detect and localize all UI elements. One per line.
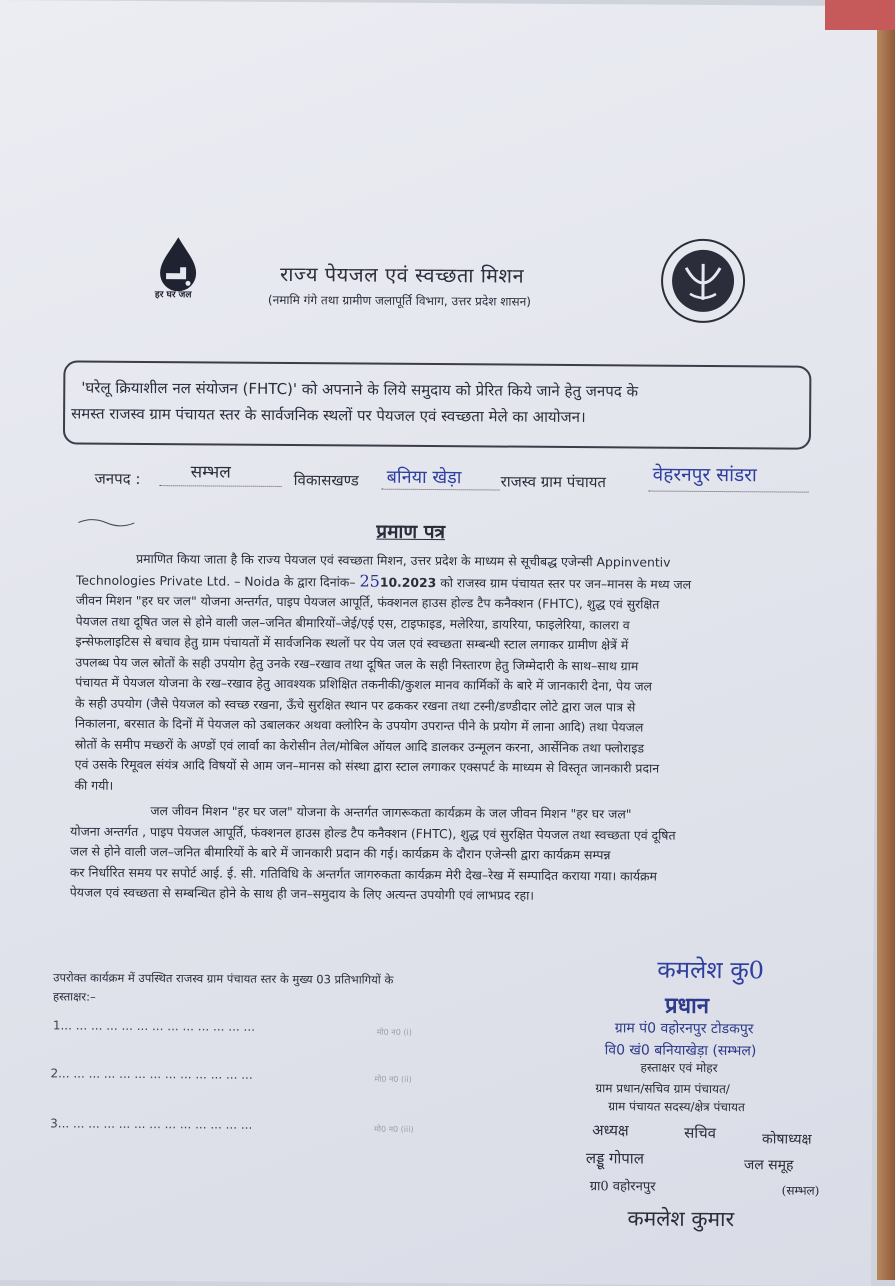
gram-panchayat-label: राजस्व ग्राम पंचायत [500,472,607,492]
pradhan-stamp-line-2: वि0 खं0 बनियाखेड़ा (सम्भल) [604,1042,757,1060]
janpad-dots [160,485,282,487]
certificate-heading: प्रमाण पत्र [376,520,446,544]
participant-mobile-1: मो0 न0 (i) [376,1027,412,1037]
para2-line-2: योजना अन्तर्गत , पाइप पेयजल आपूर्ति, फंक्शनल हाउस होल्ड टैप कनैक्शन (FHTC), शुद्ध एवं सुरक्षित पेयजल तथा स्वच्छता एवं दूषित [70,823,676,843]
notice-line-2: समस्त राजस्व ग्राम पंचायत स्तर के सार्वजनिक स्थलों पर पेयजल एवं स्वच्छता मेले का आयोजन। [71,404,586,427]
pradhan-handwritten-signature: कमलेश कु0 [657,955,765,985]
para2-line-3: जल से होने वाली जल–जनित बीमारियों के बारे में जानकारी प्रदान की गई। कार्यक्रम के दौरान एजेन्सी द्वारा कार्यक्रम सम्पन्न [70,843,611,863]
para1-line-1: प्रमाणित किया जाता है कि राज्य पेयजल एवं स्वच्छता मिशन, उत्तर प्रदेश के माध्यम से सूचीबद्ध एजेन्सी Appinventiv [136,550,671,570]
role-line-2: ग्राम पंचायत सदस्य/क्षेत्र पंचायत [608,1099,745,1115]
har-ghar-jal-logo [148,233,209,313]
para2-line-5: पेयजल एवं स्वच्छता से सम्बन्धित होने के साथ ही जन–समुदाय के लिए अत्यन्त उपयोगी एवं लाभप्रद रहा। [69,884,535,903]
para2-line-1: जल जीवन मिशन "हर घर जल" योजना के अन्तर्गत जागरूकता कार्यक्रम के जल जीवन मिशन "हर घर जल" [150,803,632,822]
bottom-signature: कमलेश कुमार [627,1206,735,1232]
para1-line-8: के सही उपयोग (जैसे पेयजल को स्वच्छ रखना, ऊँचे सुरक्षित स्थान पर ढककर रखना तथा टस्नी/डण्डीदार लोटे द्वारा जल पात्र से [75,695,636,714]
mission-title: राज्य पेयजल एवं स्वच्छता मिशन [280,261,525,288]
committee-district: (सम्भल) [781,1183,820,1198]
janpad-value: सम्भल [190,462,231,483]
para1-line-3: जीवन मिशन "हर घर जल" योजना अन्तर्गत, पाइप पेयजल आपूर्ति, फंक्शनल हाउस होल्ड टैप कनैक्शन (FHTC), शुद्ध एवं सुरक्षित [75,592,660,612]
certificate-paragraph-1 [74,549,831,801]
pradhan-stamp-line-1: ग्राम पं0 वहोरनपुर टोडकपुर [614,1020,754,1038]
committee-koshadhyaksh: कोषाध्यक्ष [762,1131,812,1148]
para1-line-12: की गयी। [74,777,114,793]
committee-sachiv: सचिव [684,1123,717,1143]
para1-line-5: इन्सेफलाइटिस से बचाव हेतु ग्राम पंचायतों में सार्वजनिक स्थलों पर पेय जल एवं स्वच्छता सम्बन्धी स्टाल लगाकर ग्रामीण क्षेत्रें में [75,633,629,653]
para1-line-6: उपलब्ध पेय जल स्रोतों के सही उपयोग हेतु उनके रख–रखाव तथा दूषित जल के सही निस्तारण हेतु जिम्मेदारी के साथ–साथ ग्राम [75,654,639,673]
gram-panchayat-dots [649,491,809,493]
program-date-handwritten: 25 [359,571,380,591]
logo-caption: हर घर जल [154,290,192,301]
para1-line-2: Technologies Private Ltd. – Noida के द्वारा दिनांक– 2510.2023 को राजस्व ग्राम पंचायत स्तर पर जन–मानस के मध्य जल [75,571,692,592]
para1-line-11: एवं उसके रिमूवल संयंत्र आदि विषयों से आम जन–मानस को संस्था द्वारा स्टाल लगाकर एक्सपर्ट के माध्यम से विस्तृत जानकारी प्रदान [74,756,660,776]
participant-mobile-2: मो0 न0 (ii) [374,1074,412,1084]
mission-subtitle: (नमामि गंगे तथा ग्रामीण जलापूर्ति विभाग, उत्तर प्रदेश शासन) [267,292,532,309]
vikaskhand-label: विकासखण्ड [293,471,359,490]
para1-line-4: पेयजल तथा दूषित जल से होने वाली जल–जनित बीमारियों–जेई/एई एस, टाइफाइड, मलेरिया, डायरिया, फाइलेरिया, कालरा व [75,613,630,632]
participant-line-2: 2... ... ... ... ... ... ... ... ... ... ... ... ... [50,1066,253,1082]
pen-strike-marks [76,515,136,529]
notice-line-1: 'घरेलू क्रियाशील नल संयोजन (FHTC)' को अपनाने के लिये समुदाय को प्रेरित किये जाने हेतु जनपद के [81,378,639,401]
para1-line-10: स्रोतों के समीप मच्छरों के अण्डों एवं लार्वा का केरोसीन तेल/मोबिल ऑयल आदि डालकर उन्मूलन करना, आर्सेनिक तथा फ्लोराइड [74,736,645,756]
program-date-printed: 10.2023 [379,574,437,590]
gram-panchayat-value: वेहरनपुर सांडरा [652,463,757,487]
table-edge-top [825,0,895,30]
table-edge [877,0,895,1280]
para2-line-4: कर निर्धारित समय पर सपोर्ट आई. ई. सी. गतिविधि के अन्तर्गत जागरुकता कार्यक्रम मेरी देख–रेख में सम्पादित कराया गया। कार्यक्रम [69,864,658,884]
committee-adhyaksh: अध्यक्ष [592,1121,629,1140]
participants-intro: उपरोक्त कार्यक्रम में उपस्थित राजस्व ग्राम पंचायत स्तर के मुख्य 03 प्रतिभागियों के हस्ताक्षर:– [52,970,394,1004]
certificate-paragraph-2 [70,801,826,909]
committee-name-1: लड्डू गोपाल [585,1149,644,1168]
role-line-1: ग्राम प्रधान/सचिव ग्राम पंचायत/ [595,1081,730,1097]
stamp-caption: हस्ताक्षर एवं मोहर [640,1060,718,1076]
up-government-seal [660,238,747,325]
participant-line-3: 3... ... ... ... ... ... ... ... ... ... ... ... ... [50,1116,253,1132]
participant-line-1: 1... ... ... ... ... ... ... ... ... ... ... ... ... [52,1018,256,1034]
pradhan-stamp-title: प्रधान [664,993,710,1019]
para1-line-7: पंचायत में पेयजल योजना के रख–रखाव हेतु आवश्यक प्रशिक्षित तकनीकी/कुशल मानव कार्मिकों के बारे में जानकारी देना, पेय जल [75,674,653,694]
committee-name-2: जल समूह [743,1157,794,1174]
para1-line-9: निकालना, बरसात के दिनों में पेयजल को उबालकर अथवा क्लोरिन के उपयोग उपरान्त पीने के प्रयोग में लाना आदि) तथा पेयजल [74,715,644,735]
participant-mobile-3: मो0 न0 (iii) [374,1124,414,1134]
vikaskhand-value: बनिया खेड़ा [386,466,462,489]
janpad-label: जनपद : [94,469,141,488]
committee-village: ग्रा0 वहोरनपुर [589,1179,656,1195]
